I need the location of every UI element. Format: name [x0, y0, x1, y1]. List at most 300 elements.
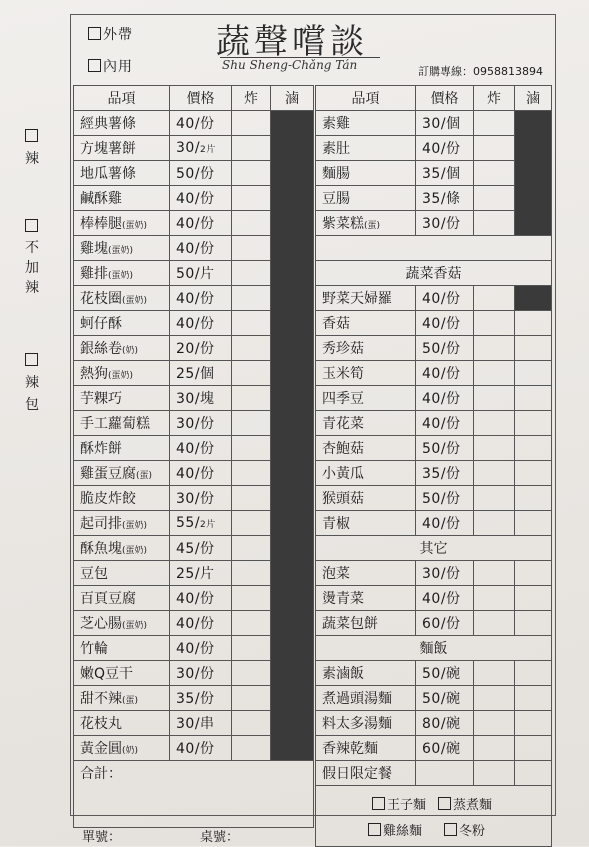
holiday-set-label: [316, 761, 416, 786]
item-name: [316, 136, 416, 161]
fry-qty-cell[interactable]: [474, 361, 515, 386]
item-price-text: 35/份: [422, 466, 461, 482]
fry-qty-cell[interactable]: [232, 586, 271, 611]
item-name-text: 雞排: [80, 266, 108, 282]
braise-shaded-cell: [515, 286, 552, 311]
item-price-text: 30/份: [176, 416, 215, 432]
item-price-text: 30/: [176, 140, 201, 156]
fry-qty-cell[interactable]: [232, 161, 271, 186]
braise-qty-cell[interactable]: [515, 661, 552, 686]
menu-item-row: [316, 461, 552, 486]
item-name-text: 豆包: [80, 566, 108, 582]
item-price-text: 50/片: [176, 266, 215, 282]
item-price: [170, 461, 232, 486]
fry-qty-cell[interactable]: [232, 711, 271, 736]
item-name-text: 棒棒腿: [80, 216, 122, 232]
item-name-text: 蚵仔酥: [80, 316, 122, 332]
section-title-text: 其它: [419, 541, 448, 557]
item-price: [416, 461, 474, 486]
item-name: [316, 111, 416, 136]
item-name-text: 雞塊: [80, 241, 108, 257]
item-price-text: 35/個: [422, 166, 461, 182]
section-title-row: [316, 261, 552, 286]
item-price: [170, 211, 232, 236]
item-name-text: 紫菜糕: [322, 216, 364, 232]
allergen-note: (蛋奶): [122, 621, 148, 631]
menu-item-row: [74, 111, 314, 136]
item-name: [316, 586, 416, 611]
item-price-text: 25/個: [176, 366, 215, 382]
allergen-note: (蛋): [122, 696, 139, 706]
fry-qty-cell[interactable]: [474, 386, 515, 411]
braise-qty-cell[interactable]: [515, 511, 552, 536]
menu-item-row: [316, 336, 552, 361]
item-price: [170, 336, 232, 361]
item-price: [416, 736, 474, 761]
section-title-text: 麵飯: [419, 641, 448, 657]
holiday-noodle-option[interactable]: [368, 820, 422, 839]
item-price: [416, 311, 474, 336]
item-price: [416, 511, 474, 536]
item-price-text: 40/份: [422, 366, 461, 382]
braise-qty-cell[interactable]: [515, 361, 552, 386]
fry-qty-cell[interactable]: [474, 136, 515, 161]
fry-qty-cell[interactable]: [474, 161, 515, 186]
item-name-text: 竹輪: [80, 641, 108, 657]
item-name: [74, 636, 170, 661]
allergen-note: (奶): [122, 346, 139, 356]
fry-qty-cell[interactable]: [232, 736, 271, 761]
item-name: [74, 336, 170, 361]
item-name-text: 玉米筍: [322, 366, 364, 382]
not-spicy-label: 不加辣: [25, 240, 39, 296]
allergen-note: 2片: [200, 520, 216, 530]
item-name: [316, 411, 416, 436]
item-price-text: 40/份: [176, 216, 215, 232]
fry-qty-cell[interactable]: [232, 311, 271, 336]
item-name: [316, 386, 416, 411]
item-name: [74, 511, 170, 536]
fry-qty-cell[interactable]: [474, 736, 515, 761]
braise-qty-cell[interactable]: [515, 436, 552, 461]
item-name-text: 手工蘿蔔糕: [80, 416, 150, 432]
fry-qty-cell[interactable]: [232, 361, 271, 386]
menu-item-row: [316, 611, 552, 636]
item-name-text: 芝心腸: [80, 616, 122, 632]
item-name-text: 素肚: [322, 141, 350, 157]
menu-item-row: [316, 486, 552, 511]
menu-item-row: [316, 286, 552, 311]
item-name-text: 麵腸: [322, 166, 350, 182]
fry-qty-cell[interactable]: [232, 511, 271, 536]
fry-qty-cell[interactable]: [232, 686, 271, 711]
column-header: [316, 86, 416, 111]
holiday-option-checkbox[interactable]: [438, 797, 451, 810]
fry-qty-cell[interactable]: [474, 486, 515, 511]
item-name-text: 嫩Q豆干: [80, 666, 134, 682]
menu-item-row: [316, 511, 552, 536]
qty-cell[interactable]: [474, 761, 515, 786]
column-header: [474, 86, 515, 111]
fry-qty-cell[interactable]: [232, 411, 271, 436]
item-name: [316, 311, 416, 336]
not-spicy-checkbox[interactable]: [25, 219, 38, 232]
item-name: [316, 286, 416, 311]
menu-item-row: [316, 661, 552, 686]
column-header-text: 品項: [107, 91, 136, 107]
item-price: [170, 161, 232, 186]
item-price-text: 40/份: [422, 141, 461, 157]
fry-qty-cell[interactable]: [474, 686, 515, 711]
fry-qty-cell[interactable]: [232, 661, 271, 686]
item-name-text: 脆皮炸餃: [80, 491, 136, 507]
braise-qty-cell[interactable]: [515, 586, 552, 611]
item-name-text: 素滷飯: [322, 666, 364, 682]
item-price: [170, 486, 232, 511]
braise-qty-cell[interactable]: [515, 336, 552, 361]
item-name: [74, 386, 170, 411]
item-price-text: 40/份: [176, 191, 215, 207]
braise-qty-cell[interactable]: [515, 736, 552, 761]
fry-qty-cell[interactable]: [232, 561, 271, 586]
fry-qty-cell[interactable]: [232, 386, 271, 411]
spicy-pack-checkbox[interactable]: [25, 353, 38, 366]
item-price-text: 55/: [176, 515, 201, 531]
item-price: [416, 661, 474, 686]
allergen-note: (蛋): [136, 471, 153, 481]
item-price: [416, 686, 474, 711]
item-name-text: 煮過頭湯麵: [322, 691, 392, 707]
item-price: [416, 361, 474, 386]
item-name: [316, 336, 416, 361]
item-price-text: 40/份: [176, 116, 215, 132]
fry-qty-cell[interactable]: [232, 461, 271, 486]
item-name-text: 野菜天婦羅: [322, 291, 392, 307]
menu-item-row: [316, 311, 552, 336]
fry-qty-cell[interactable]: [474, 586, 515, 611]
item-name-text: 四季豆: [322, 391, 364, 407]
allergen-note: (蛋奶): [122, 296, 148, 306]
item-price-text: 30/個: [422, 116, 461, 132]
fry-qty-cell[interactable]: [474, 711, 515, 736]
title-underline: [220, 57, 380, 58]
blank-cell: [316, 236, 552, 261]
fry-qty-cell[interactable]: [232, 236, 271, 261]
braise-qty-cell[interactable]: [515, 411, 552, 436]
item-name-text: 花枝圈: [80, 291, 122, 307]
item-name-text: 花枝丸: [80, 716, 122, 732]
item-price-text: 20/份: [176, 341, 215, 357]
column-header-text: 炸: [244, 91, 258, 107]
fry-qty-cell[interactable]: [474, 436, 515, 461]
holiday-option-label: 王子麵: [387, 798, 427, 813]
item-price: [170, 686, 232, 711]
item-price: [416, 561, 474, 586]
menu-item-row: [316, 686, 552, 711]
side-option-spicy-pack[interactable]: [22, 350, 42, 416]
qty-cell[interactable]: [416, 761, 474, 786]
allergen-note: (蛋): [364, 221, 381, 231]
allergen-note: (蛋奶): [108, 371, 134, 381]
item-price-text: 80/碗: [422, 716, 461, 732]
fry-qty-cell[interactable]: [232, 636, 271, 661]
item-name: [74, 686, 170, 711]
item-price: [416, 161, 474, 186]
item-name: [74, 136, 170, 161]
item-price: [416, 486, 474, 511]
fry-qty-cell[interactable]: [474, 611, 515, 636]
item-price-text: 40/份: [176, 616, 215, 632]
item-price: [170, 286, 232, 311]
holiday-option-label: 雞絲麵: [383, 824, 423, 839]
allergen-note: 2片: [200, 145, 216, 155]
item-name: [316, 736, 416, 761]
column-header: [515, 86, 552, 111]
item-price: [170, 511, 232, 536]
menu-item-row: [316, 436, 552, 461]
fry-qty-cell[interactable]: [232, 611, 271, 636]
section-title-row: [316, 636, 552, 661]
item-price: [416, 386, 474, 411]
item-price: [416, 111, 474, 136]
item-price-text: 40/份: [422, 316, 461, 332]
fry-qty-cell[interactable]: [474, 111, 515, 136]
item-price: [170, 236, 232, 261]
holiday-noodle-option[interactable]: [372, 794, 426, 813]
braise-shaded-column: [515, 111, 552, 236]
spicy-checkbox[interactable]: [25, 129, 38, 142]
item-price-text: 25/片: [176, 566, 215, 582]
fry-qty-cell[interactable]: [474, 186, 515, 211]
fry-qty-cell[interactable]: [474, 461, 515, 486]
item-name-text: 燙青菜: [322, 591, 364, 607]
item-name-text: 青椒: [322, 516, 350, 532]
order-hotline: 訂購專線：0958813894: [418, 65, 543, 78]
item-name: [74, 111, 170, 136]
dine-in-option[interactable]: 內用: [88, 56, 133, 76]
menu-item-row: [316, 386, 552, 411]
blank-row: [316, 236, 552, 261]
item-price: [170, 536, 232, 561]
item-name: [74, 286, 170, 311]
item-name: [74, 236, 170, 261]
fry-qty-cell[interactable]: [232, 286, 271, 311]
fry-qty-cell[interactable]: [232, 211, 271, 236]
item-name-text: 經典薯條: [80, 116, 136, 132]
fry-qty-cell[interactable]: [232, 336, 271, 361]
allergen-note: (蛋奶): [122, 521, 148, 531]
item-price: [170, 586, 232, 611]
fry-qty-cell[interactable]: [474, 411, 515, 436]
item-price: [170, 136, 232, 161]
holiday-noodle-option[interactable]: [444, 820, 485, 839]
column-header: [170, 86, 232, 111]
menu-item-row: [316, 711, 552, 736]
fry-qty-cell[interactable]: [232, 436, 271, 461]
takeout-option[interactable]: 外帶: [88, 24, 133, 44]
menu-item-row: [316, 111, 552, 136]
fry-qty-cell[interactable]: [232, 186, 271, 211]
allergen-note: (蛋奶): [122, 546, 148, 556]
item-price: [170, 261, 232, 286]
item-name-text: 芋粿巧: [80, 391, 122, 407]
item-price-text: 30/份: [422, 216, 461, 232]
item-name: [74, 486, 170, 511]
item-name: [74, 311, 170, 336]
braise-qty-cell[interactable]: [515, 386, 552, 411]
item-name: [74, 661, 170, 686]
item-price: [416, 436, 474, 461]
item-name-text: 起司排: [80, 516, 122, 532]
item-price-text: 40/份: [176, 291, 215, 307]
item-price: [170, 386, 232, 411]
shop-title: 蔬聲嚐談: [216, 22, 368, 62]
item-price: [416, 211, 474, 236]
item-name: [316, 611, 416, 636]
item-name-text: 黃金圓: [80, 741, 122, 757]
holiday-option-checkbox[interactable]: [372, 797, 385, 810]
fry-qty-cell[interactable]: [232, 536, 271, 561]
allergen-note: (蛋奶): [108, 271, 134, 281]
item-price: [170, 436, 232, 461]
item-name: [74, 361, 170, 386]
item-name: [74, 211, 170, 236]
item-price: [170, 111, 232, 136]
item-name-text: 雞蛋豆腐: [80, 466, 136, 482]
column-header: [416, 86, 474, 111]
item-name-text: 鹹酥雞: [80, 191, 122, 207]
item-name-text: 秀珍菇: [322, 341, 364, 357]
item-price-text: 40/份: [422, 416, 461, 432]
holiday-option-checkbox[interactable]: [444, 823, 457, 836]
item-name-text: 小黃瓜: [322, 466, 364, 482]
menu-item-row: [316, 586, 552, 611]
item-name: [74, 561, 170, 586]
column-header: [232, 86, 271, 111]
item-name: [316, 436, 416, 461]
item-name-text: 百頁豆腐: [80, 591, 136, 607]
column-header-text: 滷: [526, 91, 540, 107]
holiday-options-row: [316, 786, 552, 847]
item-name: [316, 161, 416, 186]
item-name-text: 方塊薯餅: [80, 141, 136, 157]
holiday-option-checkbox[interactable]: [368, 823, 381, 836]
section-title: [316, 261, 552, 286]
total-cell: [74, 761, 314, 828]
column-header: [271, 86, 314, 111]
fry-qty-cell[interactable]: [474, 211, 515, 236]
item-price-text: 30/份: [422, 566, 461, 582]
item-price: [170, 561, 232, 586]
takeout-checkbox[interactable]: [88, 27, 101, 40]
item-name: [316, 561, 416, 586]
item-name: [316, 361, 416, 386]
fry-qty-cell[interactable]: [474, 511, 515, 536]
fry-qty-cell[interactable]: [474, 336, 515, 361]
holiday-noodle-option[interactable]: [438, 794, 492, 813]
fry-qty-cell[interactable]: [474, 286, 515, 311]
right-header-row: [316, 86, 552, 111]
fry-qty-cell[interactable]: [474, 311, 515, 336]
fry-qty-cell[interactable]: [232, 261, 271, 286]
braise-qty-cell[interactable]: [515, 611, 552, 636]
item-price-text: 40/份: [422, 291, 461, 307]
dine-in-checkbox[interactable]: [88, 59, 101, 72]
order-number-label: 單號：: [82, 830, 122, 845]
menu-item-row: [316, 411, 552, 436]
holiday-set-label-text: 假日限定餐: [322, 766, 392, 782]
holiday-options-cell: [316, 786, 552, 847]
item-name: [74, 436, 170, 461]
fry-qty-cell[interactable]: [232, 486, 271, 511]
item-price: [170, 411, 232, 436]
item-name-text: 香辣乾麵: [322, 741, 378, 757]
item-price-text: 30/份: [176, 491, 215, 507]
item-name-text: 銀絲卷: [80, 341, 122, 357]
item-price: [416, 136, 474, 161]
fry-qty-cell[interactable]: [474, 561, 515, 586]
item-name-text: 青花菜: [322, 416, 364, 432]
section-title-row: [316, 536, 552, 561]
item-price: [416, 336, 474, 361]
item-price-text: 30/份: [176, 666, 215, 682]
item-name-text: 泡菜: [322, 566, 350, 582]
shop-subtitle: Shu Sheng-Chǎng Tán: [222, 58, 358, 72]
item-name: [74, 186, 170, 211]
section-title: [316, 636, 552, 661]
braise-qty-cell[interactable]: [515, 311, 552, 336]
item-name: [74, 536, 170, 561]
item-price: [170, 636, 232, 661]
right-menu-table: [315, 85, 552, 847]
item-name: [316, 661, 416, 686]
item-price: [170, 311, 232, 336]
fry-qty-cell[interactable]: [232, 111, 271, 136]
section-title-text: 蔬菜香菇: [405, 266, 462, 282]
allergen-note: (蛋奶): [122, 221, 148, 231]
item-price-text: 50/份: [422, 341, 461, 357]
menu-item-row: [316, 361, 552, 386]
braise-qty-cell[interactable]: [515, 461, 552, 486]
item-name: [316, 461, 416, 486]
item-price-text: 30/塊: [176, 391, 215, 407]
holiday-row: [316, 761, 552, 786]
fry-qty-cell[interactable]: [474, 661, 515, 686]
column-header-text: 品項: [351, 91, 380, 107]
side-option-spicy[interactable]: [22, 126, 42, 170]
item-name: [74, 261, 170, 286]
item-name-text: 素雞: [322, 116, 350, 132]
item-price-text: 40/份: [176, 641, 215, 657]
item-price: [416, 711, 474, 736]
qty-cell[interactable]: [515, 761, 552, 786]
spicy-pack-label: 辣包: [25, 375, 39, 413]
braise-qty-cell[interactable]: [515, 561, 552, 586]
holiday-option-label: 蒸煮麵: [453, 798, 493, 813]
braise-shaded-column: [271, 111, 314, 761]
braise-qty-cell[interactable]: [515, 711, 552, 736]
braise-qty-cell[interactable]: [515, 686, 552, 711]
item-price-text: 60/份: [422, 616, 461, 632]
item-price: [416, 586, 474, 611]
item-name: [316, 511, 416, 536]
column-header-text: 價格: [430, 91, 459, 107]
side-option-not-spicy[interactable]: [22, 216, 42, 298]
braise-qty-cell[interactable]: [515, 486, 552, 511]
total-row: [74, 761, 314, 828]
item-name-text: 杏鮑菇: [322, 441, 364, 457]
fry-qty-cell[interactable]: [232, 136, 271, 161]
